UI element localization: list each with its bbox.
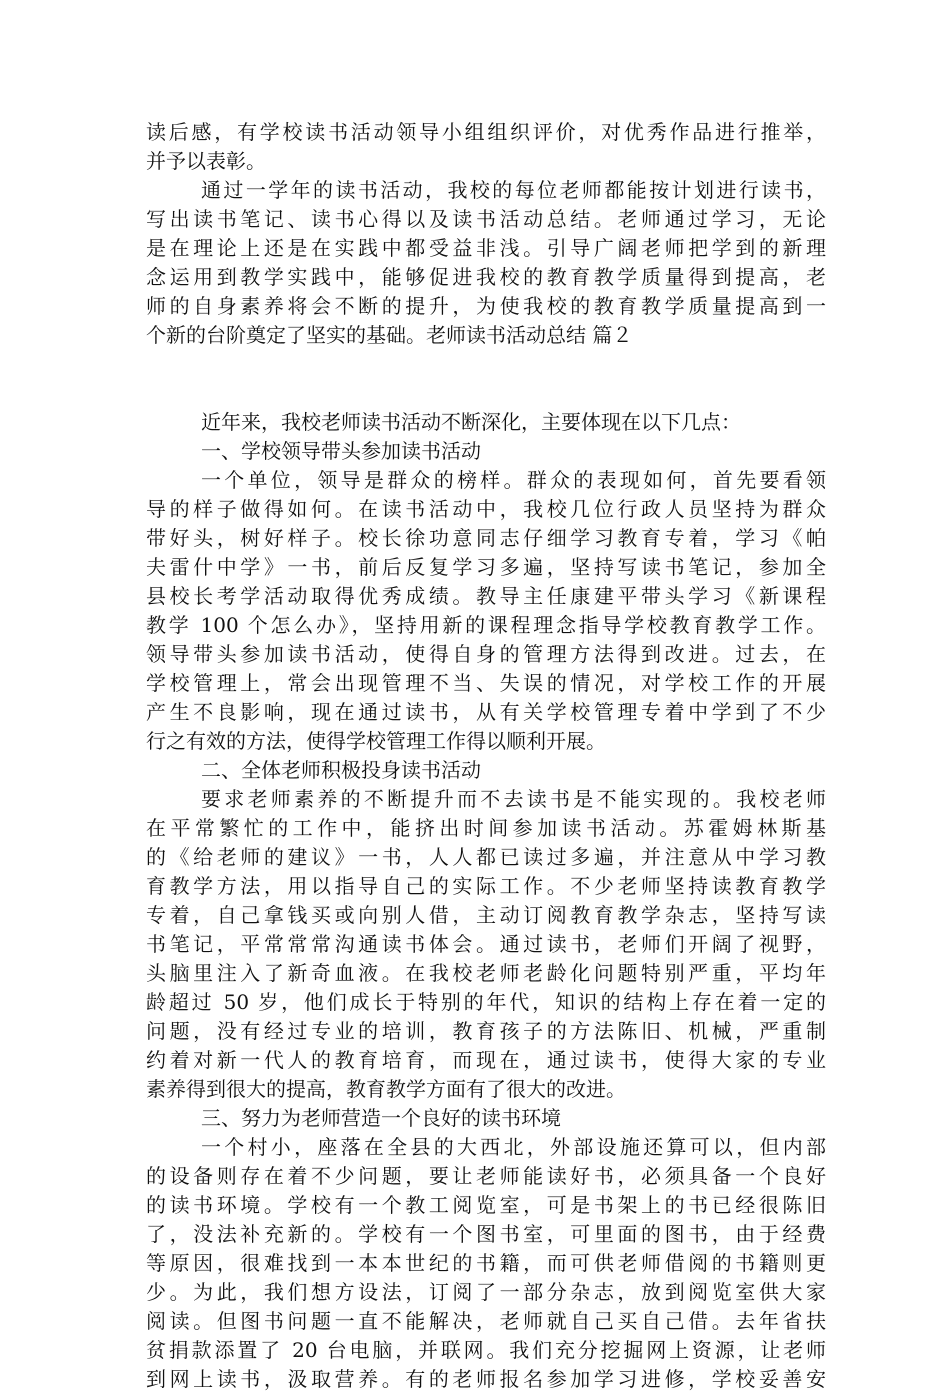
- paragraph-leaders: [146, 466, 826, 756]
- text-line: 阅读。但图书问题一直不能解决，老师就自己买自己借。去年省扶: [146, 1309, 826, 1333]
- text-line: 到网上读书，汲取营养。有的老师报名参加学习进修，学校妥善安: [146, 1367, 826, 1391]
- section-heading-3: 三、努力为老师营造一个良好的读书环境: [201, 1106, 561, 1130]
- text-line: 通过一学年的读书活动，我校的每位老师都能按计划进行读书，: [201, 178, 826, 202]
- text-line: 一个单位，领导是群众的榜样。群众的表现如何，首先要看领: [201, 468, 826, 492]
- text-line: 育教学方法，用以指导自己的实际工作。不少老师坚持读教育教学: [146, 874, 826, 898]
- text-line: 读后感，有学校读书活动领导小组组织评价，对优秀作品进行推举，: [146, 120, 826, 144]
- section-heading-1: 一、学校领导带头参加读书活动: [201, 439, 481, 463]
- text-line: 导的样子做得如何。在读书活动中，我校几位行政人员坚持为群众: [146, 497, 826, 521]
- text-line: 的读书环境。学校有一个教工阅览室，可是书架上的书已经很陈旧: [146, 1193, 826, 1217]
- paragraph-year-summary: [146, 176, 826, 350]
- text-line: 了，没法补充新的。学校有一个图书室，可里面的图书，由于经费: [146, 1222, 826, 1246]
- text-line: 是在理论上还是在实践中都受益非浅。引导广阔老师把学到的新理: [146, 236, 826, 260]
- text-line: 少。为此，我们想方设法，订阅了一部分杂志，放到阅览室供大家: [146, 1280, 826, 1304]
- paragraph-reading-evaluation: [146, 118, 826, 176]
- text-line: 的设备则存在着不少问题，要让老师能读好书，必须具备一个良好: [146, 1164, 826, 1188]
- text-line: 产生不良影响，现在通过读书，从有关学校管理专着中学到了不少: [146, 700, 826, 724]
- paragraph-environment: [146, 1133, 826, 1394]
- text-line: 领导带头参加读书活动，使得自身的管理方法得到改进。过去，在: [146, 642, 826, 666]
- text-line: 贫捐款添置了 20 台电脑，并联网。我们充分挖掘网上资源，让老师: [146, 1338, 826, 1362]
- text-line: 头脑里注入了新奇血液。在我校老师老龄化问题特别严重，平均年: [146, 961, 826, 985]
- text-line: 行之有效的方法，使得学校管理工作得以顺利开展。: [146, 729, 606, 753]
- blank-gap: [146, 350, 826, 408]
- text-line: 并予以表彰。: [146, 149, 266, 173]
- text-line: 师的自身素养将会不断的提升，为使我校的教育教学质量提高到一: [146, 294, 826, 318]
- text-line: 带好头，树好样子。校长徐功意同志仔细学习教育专着，学习《帕: [146, 526, 826, 550]
- text-line: 书笔记，平常常常沟通读书体会。通过读书，老师们开阔了视野，: [146, 932, 826, 956]
- text-line: 的《给老师的建议》一书，人人都已读过多遍，并注意从中学习教: [146, 845, 826, 869]
- text-line: 素养得到很大的提高，教育教学方面有了很大的改进。: [146, 1077, 626, 1101]
- text-line: 夫雷什中学》一书，前后反复学习多遍，坚持写读书笔记，参加全: [146, 555, 826, 579]
- text-line: 一个村小，座落在全县的大西北，外部设施还算可以，但内部: [201, 1135, 826, 1159]
- text-line: 要求老师素养的不断提升而不去读书是不能实现的。我校老师: [201, 787, 826, 811]
- text-line: 龄超过 50 岁，他们成长于特别的年代，知识的结构上存在着一定的: [146, 990, 826, 1014]
- section-heading-2: 二、全体老师积极投身读书活动: [201, 758, 481, 782]
- text-line: 写出读书笔记、读书心得以及读书活动总结。老师通过学习，无论: [146, 207, 826, 231]
- paragraph-teachers: [146, 785, 826, 1104]
- text-line: 教学 100 个怎么办》，坚持用新的课程理念指导学校教育教学工作。: [146, 613, 826, 637]
- text-line: 在平常繁忙的工作中，能挤出时间参加读书活动。苏霍姆林斯基: [146, 816, 826, 840]
- text-line: 县校长考学活动取得优秀成绩。教导主任康建平带头学习《新课程: [146, 584, 826, 608]
- text-line: 专着，自己拿钱买或向别人借，主动订阅教育教学杂志，坚持写读: [146, 903, 826, 927]
- text-line: 约着对新一代人的教育培育，而现在，通过读书，使得大家的专业: [146, 1048, 826, 1072]
- text-line: 个新的台阶奠定了坚实的基础。老师读书活动总结 篇２: [146, 323, 633, 347]
- text-line: 念运用到教学实践中，能够促进我校的教育教学质量得到提高，老: [146, 265, 826, 289]
- intro-paragraph: 近年来，我校老师读书活动不断深化，主要体现在以下几点：: [201, 410, 741, 434]
- text-line: 等原因，很难找到一本本世纪的书籍，而可供老师借阅的书籍则更: [146, 1251, 826, 1275]
- text-line: 学校管理上，常会出现管理不当、失误的情况，对学校工作的开展: [146, 671, 826, 695]
- document-page: [146, 118, 826, 1394]
- text-line: 问题，没有经过专业的培训，教育孩子的方法陈旧、机械，严重制: [146, 1019, 826, 1043]
